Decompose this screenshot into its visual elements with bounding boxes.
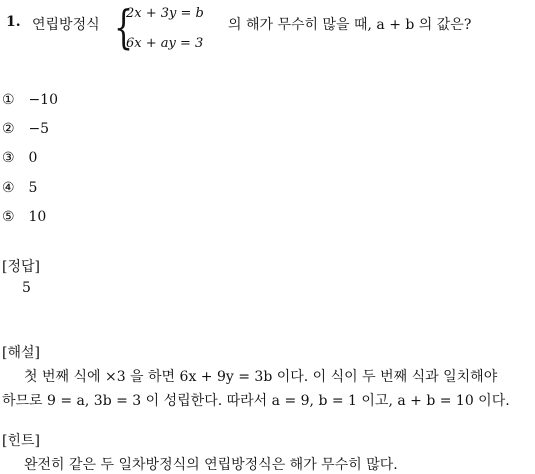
answer-value: 5 (22, 280, 31, 296)
explanation-line-1: 첫 번째 식에 ×3 을 하면 6x + 9y = 3b 이다. 이 식이 두 번째 식과 일치해야 (24, 369, 498, 385)
choice-value: 0 (28, 150, 38, 166)
choice-mark: ② (2, 121, 15, 137)
answer-label: [정답] (2, 259, 40, 275)
equation-2: 6x + ay = 3 (126, 36, 204, 51)
question-prefix: 연립방정식 (32, 17, 100, 33)
choice-value: −5 (28, 121, 50, 137)
explanation-label: [해설] (2, 345, 40, 361)
choice-2[interactable] (2, 121, 49, 141)
choice-mark: ① (2, 92, 15, 108)
choice-mark: ⑤ (2, 209, 15, 225)
choice-4[interactable] (2, 180, 37, 200)
question-number: 1. (6, 14, 21, 30)
choice-3[interactable] (2, 150, 37, 170)
choice-mark: ③ (2, 150, 15, 166)
choice-5[interactable] (2, 209, 46, 229)
equation-1: 2x + 3y = b (126, 6, 204, 21)
choice-mark: ④ (2, 180, 15, 196)
explanation-line-2: 하므로 9 = a, 3b = 3 이 성립한다. 따라서 a = 9, b = 1 이고, a + b = 10 이다. (2, 393, 510, 409)
choice-value: 10 (28, 209, 47, 225)
choice-value: −10 (28, 92, 58, 108)
system-brace: { (114, 0, 134, 54)
hint-label: [힌트] (2, 433, 40, 449)
choice-value: 5 (28, 180, 38, 196)
question-suffix: 의 해가 무수히 많을 때, a + b 의 값은? (228, 17, 472, 33)
choice-1[interactable] (2, 92, 58, 112)
question-block (6, 0, 531, 54)
hint-text: 완전히 같은 두 일차방정식의 연립방정식은 해가 무수히 많다. (24, 457, 398, 473)
